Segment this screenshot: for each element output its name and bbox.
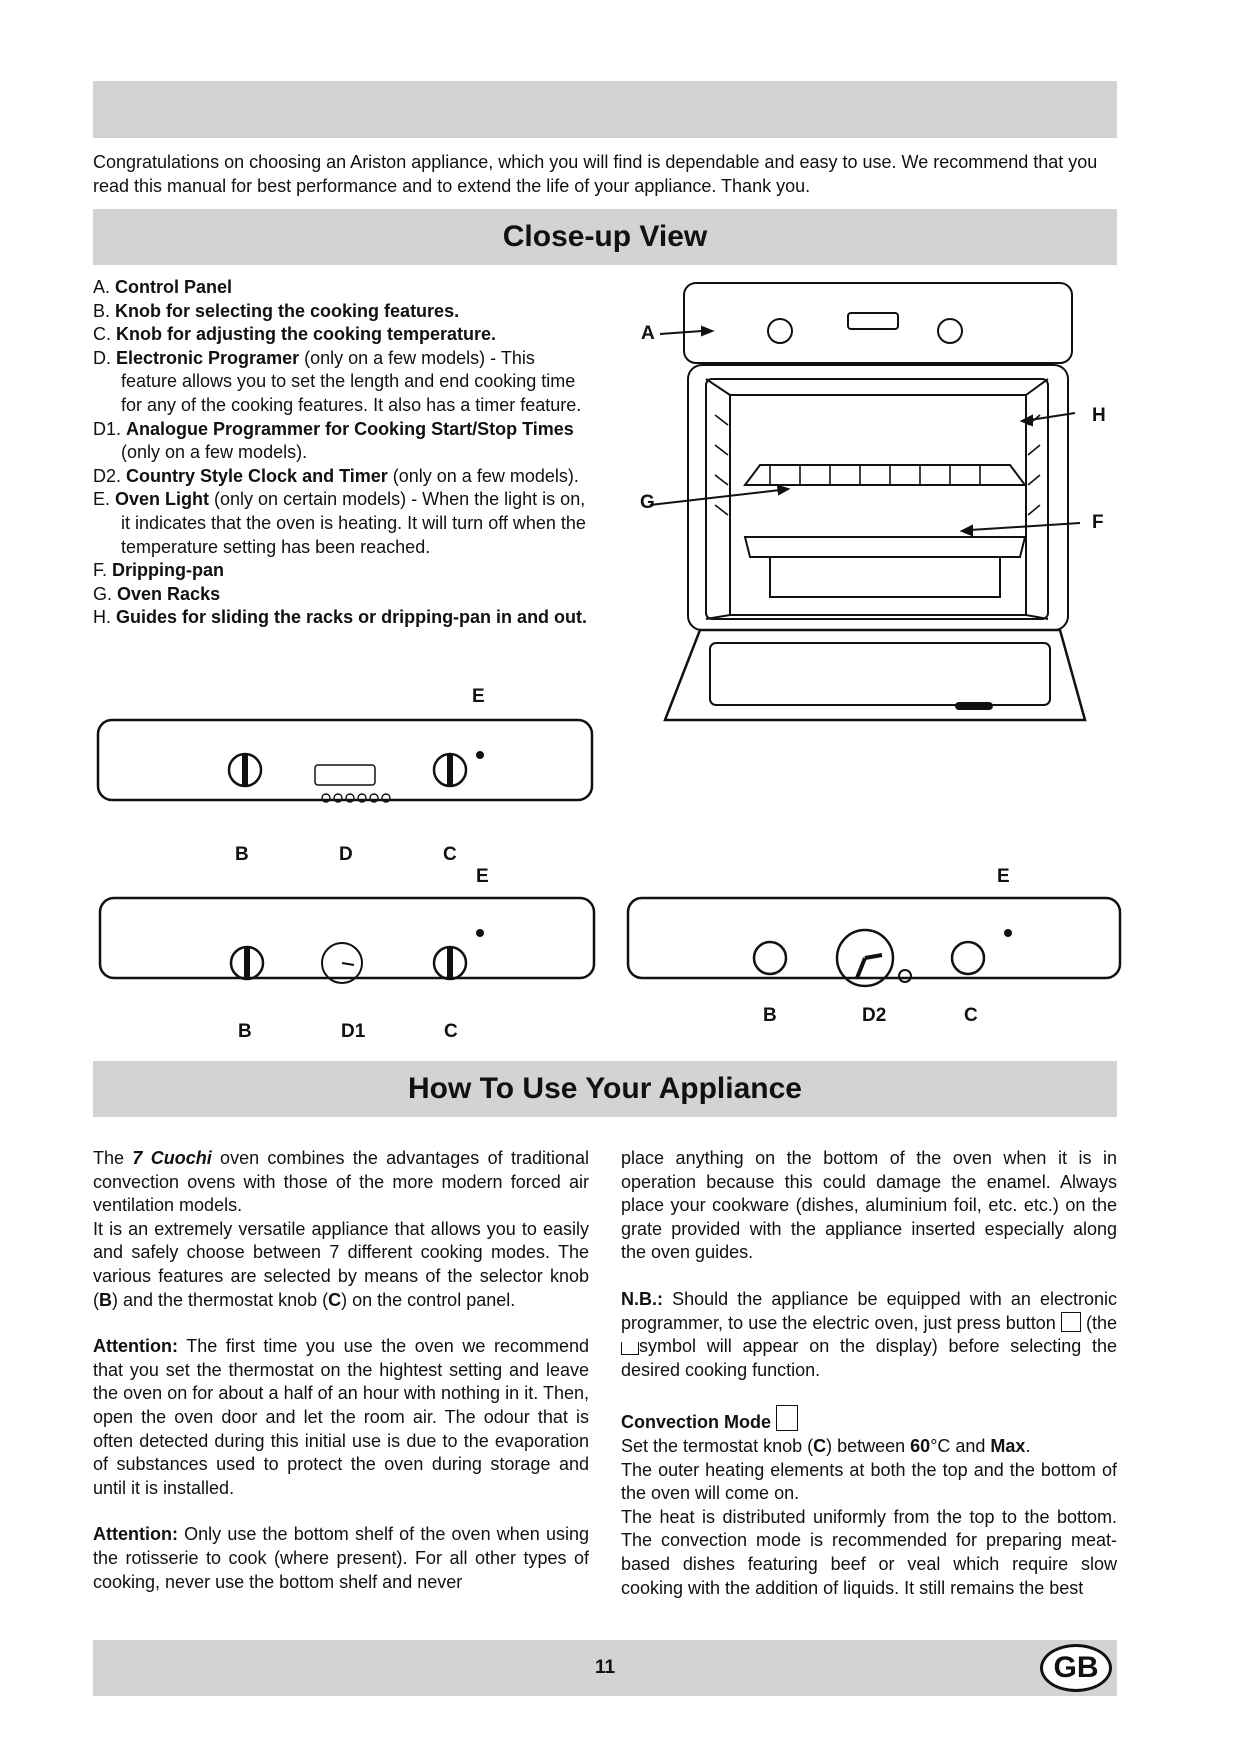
section-title-close-up: Close-up View bbox=[502, 220, 708, 253]
parts-list-item bbox=[93, 323, 593, 347]
convection-mode-title: Convection Mode bbox=[621, 1412, 772, 1433]
section-how-to-bar bbox=[93, 1061, 1117, 1117]
p2-a: It is an extremely versatile appliance that allows you to easily and safely choose between 7 different cooking modes. The various features are selected by means of the selector knob ( bbox=[93, 1218, 589, 1310]
intro-paragraph: Congratulations on choosing an Ariston appliance, which you will find is dependable and easy to use. We recommend that you read this manual for best performance and to extend the life of your appliance. Thank you. bbox=[93, 152, 1098, 196]
p2-c: ) and the thermostat knob ( bbox=[112, 1289, 329, 1310]
label-E-2: E bbox=[476, 866, 489, 887]
p2-b: B bbox=[99, 1289, 112, 1310]
conv-p2: The outer heating elements at both the top and the bottom of the oven will come on. bbox=[621, 1459, 1117, 1504]
label-C-2: C bbox=[444, 1021, 458, 1042]
part-description: (only on certain models) - When the light is on, it indicates that the oven is heating. It will turn off when the temperature setting has been reached. bbox=[121, 489, 586, 557]
part-description: (only on a few models) - This feature allows you to set the length and end cooking time for any of the cooking features. It also has a timer feature. bbox=[121, 347, 582, 415]
part-name: Analogue Programmer for Cooking Start/Stop Times bbox=[126, 418, 574, 439]
parts-list-item bbox=[93, 418, 593, 465]
label-E-1: E bbox=[472, 686, 485, 707]
p2-e: ) on the control panel. bbox=[341, 1289, 516, 1310]
p2-d: C bbox=[328, 1289, 342, 1310]
parts-list bbox=[93, 276, 593, 630]
label-H: H bbox=[1092, 405, 1106, 426]
label-F: F bbox=[1092, 512, 1104, 533]
part-key: G. bbox=[93, 583, 113, 604]
right-p1: place anything on the bottom of the oven when it is in operation because this could damage the enamel. Always place your cookware (dishes, aluminium foil, etc. etc.) on the grate provided with the appliance inserted especially along the oven guides. bbox=[621, 1148, 1117, 1263]
parts-list-item bbox=[93, 488, 593, 559]
attention-1-label: Attention: bbox=[93, 1336, 178, 1357]
part-key: D1. bbox=[93, 418, 122, 439]
conv-p1-e: °C and bbox=[930, 1435, 991, 1456]
footer-bar bbox=[93, 1640, 1117, 1696]
label-D2: D2 bbox=[862, 1005, 887, 1026]
page-number: 11 bbox=[594, 1657, 616, 1678]
section-close-up-bar bbox=[93, 209, 1117, 265]
part-key: F. bbox=[93, 560, 108, 581]
part-key: H. bbox=[93, 607, 111, 628]
control-panel-electronic bbox=[90, 715, 600, 825]
part-name: Guides for sliding the racks or dripping-pan in and out. bbox=[116, 607, 588, 628]
part-key: B. bbox=[93, 300, 111, 321]
label-B-1: B bbox=[235, 844, 249, 865]
control-panel-country-clock bbox=[620, 893, 1130, 1003]
attention-1-text: The first time you use the oven we recommend that you set the thermostat on the hightest setting and leave the oven on for about a half of an hour with nothing in it. Then, open the oven door and let the room air. The odour that is often detected during this initial use is due to the evaporation of substances used to protect the oven during storage and until it is installed. bbox=[93, 1336, 589, 1498]
parts-list-item bbox=[93, 347, 593, 418]
part-name: Country Style Clock and Timer bbox=[126, 465, 388, 486]
label-B-2: B bbox=[238, 1021, 252, 1042]
part-name: Electronic Programer bbox=[116, 347, 300, 368]
part-name: Dripping-pan bbox=[112, 560, 225, 581]
cooking-symbol-icon bbox=[621, 1342, 639, 1355]
part-name: Knob for adjusting the cooking temperature. bbox=[116, 324, 497, 345]
part-key: D2. bbox=[93, 465, 122, 486]
label-E-3: E bbox=[997, 866, 1010, 887]
brand-name: 7 Cuochi bbox=[132, 1148, 212, 1168]
part-description: (only on a few models). bbox=[387, 465, 579, 486]
right-column bbox=[621, 1147, 1117, 1600]
convection-mode-icon bbox=[776, 1405, 798, 1431]
parts-list-item bbox=[93, 300, 593, 324]
part-name: Control Panel bbox=[115, 277, 233, 297]
conv-p1-g: . bbox=[1025, 1435, 1031, 1456]
parts-list-item bbox=[93, 559, 593, 583]
nb-text2: (the bbox=[1080, 1312, 1117, 1333]
parts-list-item bbox=[93, 606, 593, 630]
part-key: D. bbox=[93, 347, 111, 368]
conv-p1-f: Max bbox=[990, 1435, 1026, 1456]
p1-post: oven combines the advantages of traditional convection ovens with those of the more modern forced air ventilation models. bbox=[93, 1148, 589, 1216]
control-panel-analogue bbox=[92, 893, 602, 1003]
parts-list-item bbox=[93, 583, 593, 607]
parts-list-item bbox=[93, 276, 593, 300]
label-C-1: C bbox=[443, 844, 457, 865]
left-column bbox=[93, 1147, 589, 1617]
label-B-3: B bbox=[763, 1005, 777, 1026]
conv-p3: The heat is distributed uniformly from the top to the bottom. The convection mode is recommended for preparing meat-based dishes featuring beef or veal which require slow cooking with the addition of liquids. It still remains the best bbox=[621, 1506, 1117, 1598]
label-D1: D1 bbox=[341, 1021, 366, 1042]
attention-2-text: Only use the bottom shelf of the oven when using the rotisserie to cook (where present). For all other types of cooking, never use the bottom shelf and never bbox=[93, 1524, 589, 1592]
part-name: Oven Light bbox=[115, 489, 210, 510]
part-name: Oven Racks bbox=[117, 583, 221, 604]
label-A: A bbox=[641, 323, 655, 344]
part-key: C. bbox=[93, 324, 111, 345]
conv-p1-b: C bbox=[813, 1435, 827, 1456]
part-key: E. bbox=[93, 489, 111, 510]
p1-pre: The bbox=[93, 1148, 133, 1168]
part-key: A. bbox=[93, 277, 111, 297]
conv-p1-c: ) between bbox=[826, 1435, 911, 1456]
label-D: D bbox=[339, 844, 353, 865]
attention-2-label: Attention: bbox=[93, 1524, 178, 1545]
label-G: G bbox=[640, 492, 655, 513]
part-name: Knob for selecting the cooking features. bbox=[115, 300, 460, 321]
nb-text: Should the appliance be equipped with an electronic programmer, to use the electric oven, just press button bbox=[621, 1288, 1117, 1333]
section-title-how-to: How To Use Your Appliance bbox=[408, 1072, 802, 1105]
parts-list-item bbox=[93, 465, 593, 489]
oven-diagram bbox=[620, 275, 1140, 765]
label-C-3: C bbox=[964, 1005, 978, 1026]
nb-text3: symbol will appear on the display) before selecting the desired cooking function. bbox=[621, 1336, 1117, 1380]
language-badge: GB bbox=[1040, 1644, 1112, 1692]
conv-p1-a: Set the termostat knob ( bbox=[621, 1435, 814, 1456]
part-description: (only on a few models). bbox=[121, 442, 308, 463]
nb-label: N.B.: bbox=[621, 1288, 663, 1309]
header-bar bbox=[93, 81, 1117, 138]
conv-p1-d: 60 bbox=[910, 1435, 931, 1456]
hand-button-icon bbox=[1061, 1312, 1081, 1332]
